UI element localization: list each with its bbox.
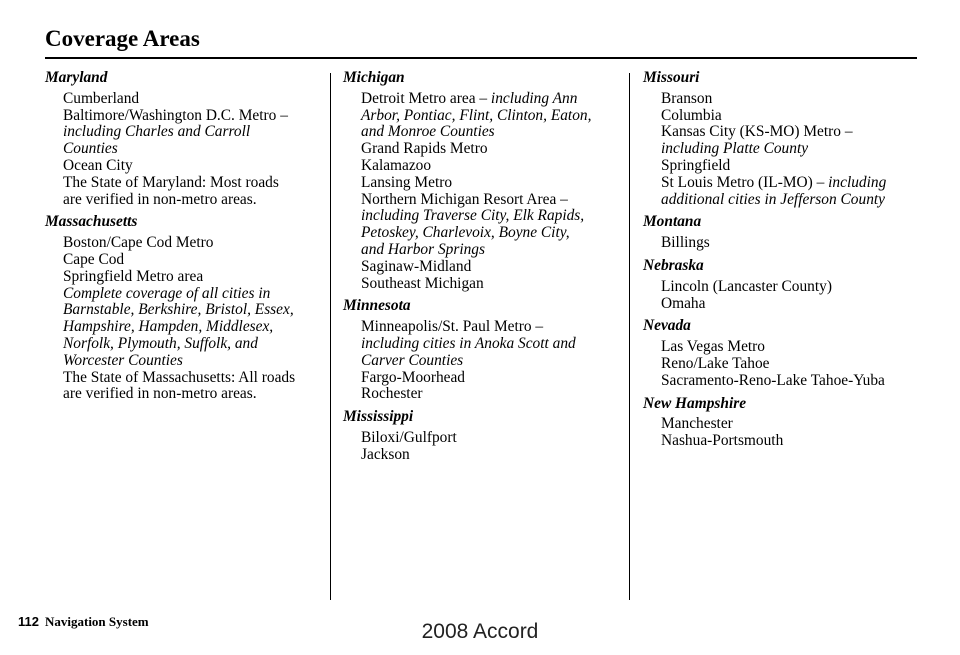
state-heading: Nevada xyxy=(643,317,691,335)
coverage-entry xyxy=(361,386,625,403)
section-name: Navigation System xyxy=(44,614,149,629)
coverage-area: Springfield xyxy=(661,156,731,174)
state-heading: New Hampshire xyxy=(643,394,747,412)
coverage-entry xyxy=(661,433,933,450)
coverage-entry xyxy=(361,319,625,369)
coverage-entry xyxy=(661,416,933,433)
coverage-area: Minneapolis/St. Paul Metro – xyxy=(361,318,544,336)
coverage-area: Manchester xyxy=(661,415,733,433)
coverage-list xyxy=(661,339,933,389)
coverage-area: Lansing Metro xyxy=(361,173,453,191)
coverage-area: Fargo-Moorhead xyxy=(361,368,466,386)
coverage-area: The State of Maryland: Most roads are verified in non-metro areas. xyxy=(63,173,279,208)
state-heading: Massachusetts xyxy=(45,213,138,231)
state-heading: Maryland xyxy=(45,69,108,86)
coverage-entry xyxy=(361,259,625,276)
coverage-area: Detroit Metro area – xyxy=(361,89,491,107)
coverage-entry xyxy=(63,286,325,370)
coverage-area: Grand Rapids Metro xyxy=(361,140,488,158)
coverage-area: Baltimore/Washington D.C. Metro – xyxy=(63,106,288,124)
state-heading: Michigan xyxy=(343,69,405,86)
coverage-area: Northern Michigan Resort Area – xyxy=(361,190,568,208)
coverage-entry xyxy=(661,158,933,175)
coverage-entry xyxy=(661,279,933,296)
coverage-area: Ocean City xyxy=(63,156,133,174)
state-heading: Nebraska xyxy=(643,256,704,274)
coverage-entry xyxy=(661,108,933,125)
coverage-area: Saginaw-Midland xyxy=(361,257,472,275)
coverage-note: including Charles and Carroll Counties xyxy=(63,123,251,158)
coverage-list xyxy=(63,91,325,209)
coverage-entry xyxy=(661,175,933,209)
coverage-note: including Traverse City, Elk Rapids, Petoskey, Charlevoix, Boyne City, and Harbor Springs xyxy=(361,207,585,258)
coverage-note: including Platte County xyxy=(661,140,809,158)
coverage-list xyxy=(661,279,933,313)
coverage-entry xyxy=(63,370,325,404)
coverage-entry xyxy=(661,339,933,356)
coverage-entry xyxy=(63,235,325,252)
coverage-area: Las Vegas Metro xyxy=(661,338,766,356)
coverage-area: Rochester xyxy=(361,385,423,403)
title-rule xyxy=(45,57,917,59)
coverage-note: including cities in Anoka Scott and Carver Counties xyxy=(361,334,576,369)
coverage-area: Kansas City (KS-MO) Metro – xyxy=(661,123,853,141)
watermark-text: 2008 Accord xyxy=(421,620,539,643)
coverage-entry xyxy=(361,175,625,192)
coverage-area: Cape Cod xyxy=(63,250,125,268)
coverage-entry xyxy=(661,373,933,390)
coverage-area: Biloxi/Gulfport xyxy=(361,428,457,446)
coverage-column-1 xyxy=(45,70,325,409)
coverage-entry xyxy=(63,269,325,286)
coverage-list xyxy=(661,91,933,209)
coverage-entry xyxy=(361,91,625,141)
coverage-area: Sacramento-Reno-Lake Tahoe-Yuba xyxy=(661,371,885,389)
state-heading: Montana xyxy=(643,213,702,231)
coverage-note: including additional cities in Jefferson County xyxy=(661,173,887,208)
coverage-list xyxy=(661,235,933,252)
coverage-entry xyxy=(661,296,933,313)
state-heading: Mississippi xyxy=(343,408,414,426)
coverage-area: Omaha xyxy=(661,294,706,312)
column-divider-2 xyxy=(629,73,630,600)
coverage-area: Jackson xyxy=(361,445,410,463)
coverage-entry xyxy=(361,158,625,175)
coverage-entry xyxy=(661,235,933,252)
coverage-note: including Ann Arbor, Pontiac, Flint, Clinton, Eaton, and Monroe Counties xyxy=(361,89,592,141)
coverage-entry xyxy=(63,91,325,108)
coverage-list xyxy=(63,235,325,403)
coverage-entry xyxy=(63,108,325,158)
coverage-entry xyxy=(661,124,933,158)
coverage-note: Complete coverage of all cities in Barnstable, Berkshire, Bristol, Essex, Hampshire, Hampden, Middlesex, Norfolk, Plymouth, Suffolk, and Worcester Counties xyxy=(63,284,294,369)
state-heading: Minnesota xyxy=(343,297,411,315)
coverage-area: Lincoln (Lancaster County) xyxy=(661,277,832,295)
coverage-list xyxy=(361,91,625,293)
state-heading: Missouri xyxy=(643,69,700,86)
coverage-entry xyxy=(361,430,625,447)
coverage-area: Boston/Cape Cod Metro xyxy=(63,234,214,252)
coverage-list xyxy=(361,430,625,464)
coverage-entry xyxy=(361,447,625,464)
coverage-area: St Louis Metro (IL-MO) – xyxy=(661,173,829,191)
coverage-list xyxy=(661,416,933,450)
column-divider-1 xyxy=(330,73,331,600)
page-title: Coverage Areas xyxy=(45,26,200,51)
page-number: 112 xyxy=(18,614,39,629)
coverage-entry xyxy=(361,370,625,387)
coverage-area: Springfield Metro area xyxy=(63,267,204,285)
coverage-entry xyxy=(63,252,325,269)
coverage-entry xyxy=(661,356,933,373)
coverage-entry xyxy=(63,175,325,209)
coverage-column-3 xyxy=(643,70,933,456)
coverage-area: The State of Massachusetts: All roads are verified in non-metro areas. xyxy=(63,368,296,403)
coverage-entry xyxy=(361,192,625,259)
coverage-area: Nashua-Portsmouth xyxy=(661,432,784,450)
coverage-area: Branson xyxy=(661,89,713,107)
coverage-area: Reno/Lake Tahoe xyxy=(661,354,770,372)
coverage-entry xyxy=(361,141,625,158)
coverage-area: Billings xyxy=(661,234,710,252)
coverage-entry xyxy=(661,91,933,108)
coverage-area: Columbia xyxy=(661,106,722,124)
coverage-column-2 xyxy=(343,70,625,470)
coverage-area: Kalamazoo xyxy=(361,156,432,174)
coverage-list xyxy=(361,319,625,403)
coverage-area: Cumberland xyxy=(63,89,140,107)
coverage-area: Southeast Michigan xyxy=(361,274,484,292)
coverage-entry xyxy=(361,276,625,293)
coverage-entry xyxy=(63,158,325,175)
